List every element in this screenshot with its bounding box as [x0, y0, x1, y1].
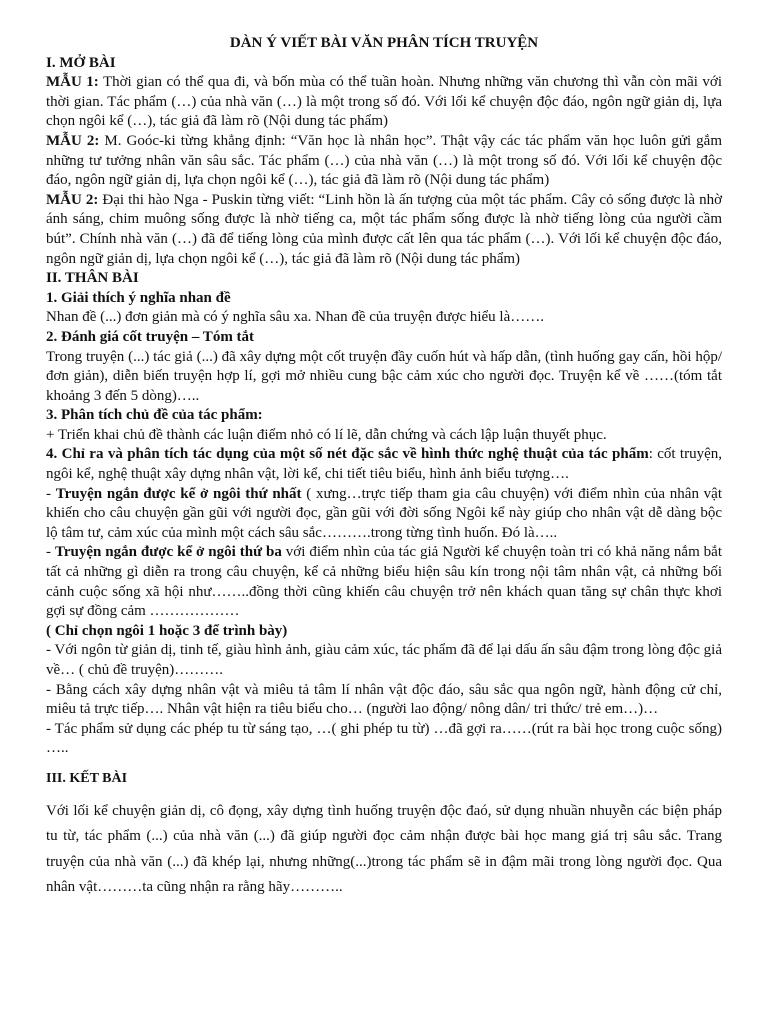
theme-text: + Triển khai chủ đề thành các luận điểm nhỏ có lí lẽ, dẫn chứng và cách lập luận thuyết phục. — [46, 426, 607, 443]
sample-label: MẪU 1: — [46, 74, 99, 91]
section-heading-than-bai: II. THÂN BÀI — [46, 270, 139, 287]
art-analysis-text: : cốt truyện, ngôi kể, nghệ thuật xây dựng nhân vật, lời kể, chi tiết tiêu biểu, hình ảnh biểu tượng…. — [46, 446, 722, 483]
sample-text: Thời gian có thể qua đi, và bốn mùa có thể tuần hoàn. Nhưng những văn chương thì vẫn còn mãi với thời gian. Tác phẩm (…) của nhà văn (…) là một trong số đó. Với lối kể chuyện độc đáo, ngôn ngữ giản dị, lựa chọn ngôi kể (…), tác giả đã làm rõ (Nội dung tác phẩm) — [46, 74, 722, 130]
title-meaning-text: Nhan đề (...) đơn giản mà có ý nghĩa sâu xa. Nhan đề của truyện được hiểu là……. — [46, 309, 545, 326]
bullet-item: - Bằng cách xây dựng nhân vật và miêu tả tâm lí nhân vật độc đáo, sâu sắc qua ngôn ngữ, hành động cử chỉ, miêu tả trực tiếp…. Nhân vật hiện ra tiêu biểu cho… (người lao động/ nông dân/ tri thức/ trẻ em…)… — [46, 681, 722, 718]
first-person-text: ( xưng…trực tiếp tham gia câu chuyện) với điểm nhìn của nhân vật khiến cho câu chuyện gần gũi với người đọc, gần gũi với đời sống Ngôi kể này giúp cho nhân vật dễ dàng bộc lộ tâm tư, cảm xúc của mình một cách sâu sắc……….trong từng tình huốn. Đó là….. — [46, 485, 723, 541]
conclusion-text: Với lối kể chuyện giản dị, cô đọng, xây dựng tình huống truyện độc đaó, sử dụng nhuần nhuyễn các biện pháp tu từ, tác phẩm (...) của nhà văn (...) đã giúp người đọc cảm nhận được bài học mang giá trị sâu sắc. Trang truyện của nhà văn (...) đã khép lại, nhưng những(...)trong tác phẩm sẽ in đậm mãi trong lòng người đọc. Qua nhân vật………ta cũng nhận ra rằng hãy……….. — [46, 802, 722, 896]
document-title: DÀN Ý VIẾT BÀI VĂN PHÂN TÍCH TRUYỆN — [229, 35, 539, 51]
subheading-art: 4. Chỉ ra và phân tích tác dụng của một số nét đặc sắc về hình thức nghệ thuật của tác phẩm — [46, 446, 649, 463]
art-analysis-paragraph — [46, 445, 722, 484]
choose-narrator-note: ( Chỉ chọn ngôi 1 hoặc 3 để trình bày) — [46, 622, 288, 639]
sample-text: M. Goóc-ki từng khẳng định: “Văn học là nhân học”. Thật vậy các tác phẩm văn học luôn gửi gắm những tư tưởng nhân văn sâu sắc. Tác phẩm (…) của nhà văn (…) là một trong số đó. Với lối kể chuyện độc đáo, ngôn ngữ giản dị, lựa chọn ngôi kể (…), tác giả đã làm rõ (Nội dung tác phẩm) — [46, 132, 722, 189]
dash-prefix: - — [46, 544, 55, 561]
document-page — [46, 34, 722, 901]
third-person-paragraph — [46, 543, 722, 621]
sample-paragraph-1 — [46, 73, 722, 132]
sample-label: MẪU 2: — [46, 132, 100, 149]
bullet-item: - Tác phẩm sử dụng các phép tu từ sáng tạo, …( ghi phép tu từ) …đã gợi ra……(rút ra bài học trong cuộc sống) ….. — [46, 720, 722, 757]
sample-text: Đại thi hào Nga - Puskin từng viết: “Linh hồn là ấn tượng của một tác phẩm. Cây cỏ sống được là nhờ ánh sáng, chim muông sống được là nhờ tiếng ca, một tác phẩm sống được là nhờ tiếng lòng của người cầm bút”. Chính nhà văn (…) đã để tiếng lòng của mình được cất lên qua tác phẩm (…). Với lối kể chuyện độc đáo, ngôn ngữ giản dị, lựa chọn ngôi kể (…), tác giả đã làm rõ (Nội dung tác phẩm) — [46, 191, 723, 267]
bullet-item: - Với ngôn từ giản dị, tinh tế, giàu hình ảnh, giàu cảm xúc, tác phẩm đã để lại dấu ấn sâu đậm trong lòng độc giả về… ( chủ đề truyện)………. — [46, 642, 722, 678]
sample-paragraph-2 — [46, 132, 722, 191]
sample-label: MẪU 2: — [46, 191, 99, 208]
section-heading-ket-bai: III. KẾT BÀI — [46, 770, 128, 786]
third-person-text: với điểm nhìn của tác giả Người kể chuyện toàn tri có khả năng nắm bắt tất cả những gì diễn ra trong câu chuyện, kể cả những biểu hiện sâu kín trong nội tâm nhân vật, cả những bối cảnh cuộc sống xã hội như……..đồng thời cũng khiến câu chuyện trở nên khách quan tăng sự chân thực khơi gợi sự đồng cảm ……………… — [46, 544, 722, 620]
subheading-title-meaning: 1. Giải thích ý nghĩa nhan đề — [46, 289, 231, 306]
dash-prefix: - — [46, 485, 56, 502]
plot-text: Trong truyện (...) tác giả (...) đã xây dựng một cốt truyện đầy cuốn hút và hấp dẫn, (tình huống gay cấn, hồi hộp/ đơn giản), diễn biến truyện hợp lí, gợi mở nhiều cung bậc cảm xúc cho người đọc. Truyện kể về ……(tóm tắt khoảng 3 đến 5 dòng)….. — [46, 348, 722, 404]
first-person-paragraph — [46, 485, 722, 544]
first-person-label: Truyện ngắn được kể ở ngôi thứ nhất — [55, 485, 302, 502]
section-heading-mo-bai: I. MỞ BÀI — [46, 54, 116, 71]
sample-paragraph-3 — [46, 191, 722, 269]
subheading-plot: 2. Đánh giá cốt truyện – Tóm tắt — [46, 328, 255, 345]
subheading-theme: 3. Phân tích chủ đề của tác phẩm: — [46, 407, 263, 424]
third-person-label: Truyện ngắn được kể ở ngôi thứ ba — [54, 544, 282, 561]
